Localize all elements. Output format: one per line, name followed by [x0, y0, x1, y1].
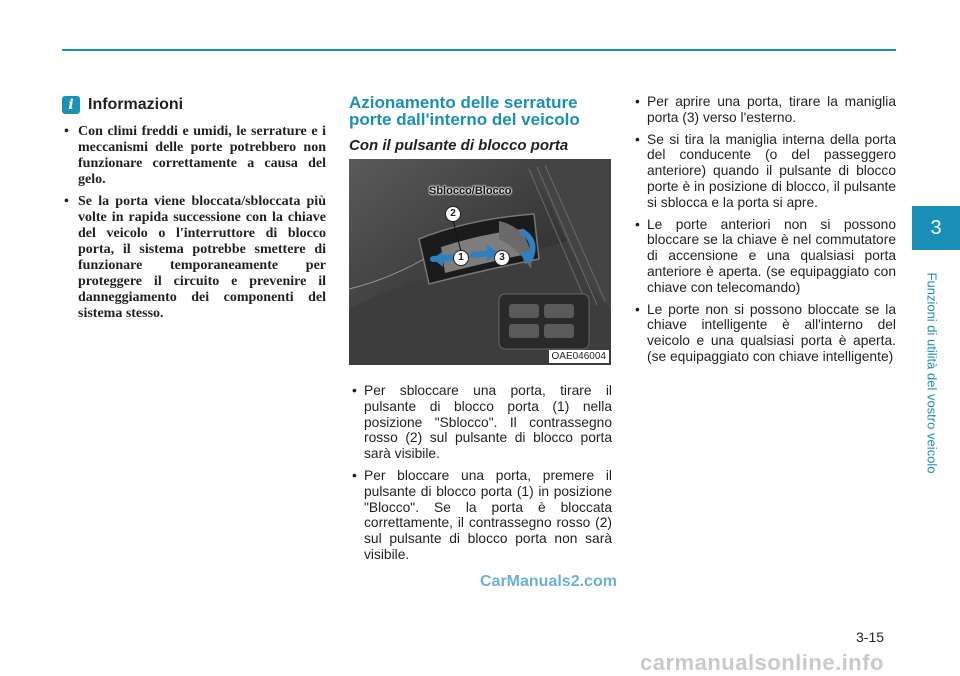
watermark-link[interactable]: CarManuals2.com — [480, 573, 617, 590]
chapter-title-text: Funzioni di utilità del vostro veicolo — [924, 272, 940, 474]
chapter-title — [922, 258, 942, 488]
door-lock-figure — [349, 159, 611, 365]
list-item: • Per bloccare una porta, premere il pulsante di blocco porta (1) in posizione "Blocco". Se la porta è bloccata correttamente, il contrassegno rosso (2) sul pulsante di blocco porta non sarà visibile. — [349, 468, 612, 563]
right-list — [632, 94, 896, 371]
section-title: Azionamento delle serrature porte dall'interno del veicolo — [349, 93, 580, 129]
figure-label: Sblocco/Blocco — [429, 185, 512, 197]
info-header — [62, 96, 183, 114]
list-item: • Se si tira la maniglia interna della porta del conducente (o del passeggero anteriore) quando il pulsante di blocco porte è in posizione di blocco, il pulsante si sblocca e la porta si apre. — [632, 132, 896, 211]
section-subtitle: Con il pulsante di blocco porta — [349, 137, 569, 154]
callout-2: 2 — [445, 206, 461, 222]
info-list — [62, 124, 326, 328]
callout-1: 1 — [453, 250, 469, 266]
middle-list — [349, 383, 612, 569]
footer-watermark: carmanualsonline.info — [640, 650, 884, 675]
top-rule — [62, 49, 896, 51]
page-number: 3-15 — [856, 629, 885, 645]
info-title: Informazioni — [88, 96, 184, 113]
list-item: • Le porte non si possono bloccate se la chiave intelligente è all'interno del veicolo e una qualsiasi porta è aperta. (se equipaggiato con chiave intelligente) — [632, 302, 896, 365]
list-item: • Per sbloccare una porta, tirare il pulsante di blocco porta (1) nella posizione "Sblocco". Il contrassegno rosso (2) sul pulsante di blocco porta sarà visibile. — [349, 383, 612, 462]
figure-code: OAE046004 — [549, 350, 610, 363]
info-item: • Se la porta viene bloccata/sbloccata più volte in rapida successione con la chiave del veicolo o l'interruttore di blocco porta, il sistema potrebbe smettere di funzionare temporaneamente per proteggere il circuito e prevenire il danneggiamento dei componenti del sistema stesso. — [62, 194, 326, 322]
info-item: • Con climi freddi e umidi, le serrature e i meccanismi delle porte potrebbero non funzionare correttamente a causa del gelo. — [62, 124, 326, 188]
info-icon: i — [62, 96, 80, 114]
list-item: • Per aprire una porta, tirare la maniglia porta (3) verso l'esterno. — [632, 94, 896, 126]
callout-3: 3 — [494, 250, 510, 266]
chapter-tab: 3 — [912, 206, 960, 250]
list-item: • Le porte anteriori non si possono bloccare se la chiave è nel commutatore di accensione e una qualsiasi porta anteriore è aperta. (se equipaggiato con chiave con telecomando) — [632, 217, 896, 296]
